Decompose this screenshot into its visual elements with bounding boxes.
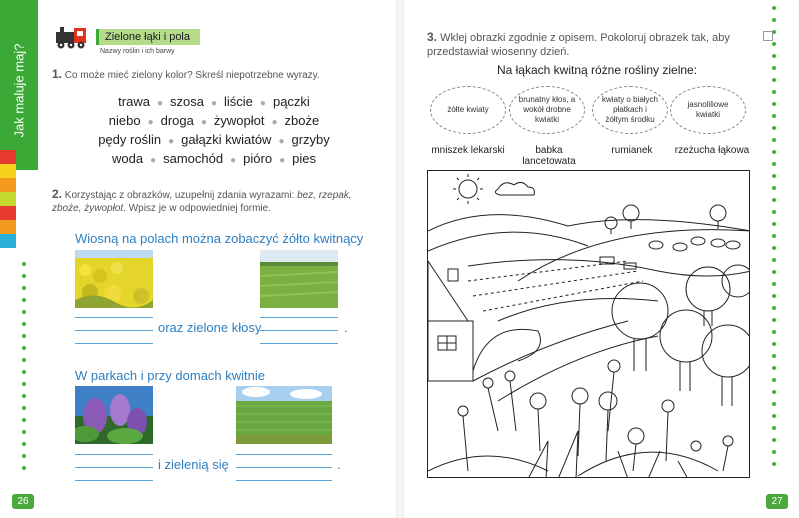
- selectable-word[interactable]: woda: [112, 151, 144, 166]
- dotted-border-left: [22, 262, 26, 478]
- tree-icons: [612, 265, 750, 406]
- answer-line-4a[interactable]: [236, 454, 332, 455]
- color-swatch-red: [0, 150, 16, 164]
- green-hedge-photo: [236, 386, 332, 444]
- answer-line-2c[interactable]: [260, 343, 338, 344]
- sentence1-end: .: [344, 320, 348, 335]
- sentence2-mid: i zielenią się: [158, 457, 229, 472]
- task2-number: 2.: [52, 187, 63, 201]
- word-separator-dot: ●: [147, 117, 154, 128]
- selectable-word[interactable]: gałązki kwiatów: [181, 132, 272, 147]
- color-swatch-yellow: [0, 164, 16, 178]
- word-row-3: [64, 132, 364, 147]
- plant-name-3: rumianek: [611, 145, 653, 156]
- answer-line-3a[interactable]: [75, 454, 153, 455]
- answer-line-3c[interactable]: [75, 480, 153, 481]
- chapter-title: [2, 20, 36, 160]
- cow-icons: [600, 257, 636, 269]
- sentence1-mid: oraz zielone kłosy: [158, 320, 262, 335]
- task3-instruction: [427, 30, 767, 59]
- word-row-2: [64, 113, 364, 128]
- description-bubble-1: [430, 86, 506, 134]
- chapter-title-text: Jak maluje maj?: [11, 43, 27, 137]
- word-separator-dot: ●: [271, 117, 278, 128]
- task2-text-b: . Wpisz je w odpowiedniej formie.: [123, 203, 271, 214]
- color-swatch-orange-2: [0, 220, 16, 234]
- train-icon: [52, 24, 92, 50]
- description-text-1: żółte kwiaty: [447, 105, 489, 114]
- answer-line-1b[interactable]: [75, 330, 153, 331]
- description-bubble-4: [670, 86, 746, 134]
- word-separator-dot: ●: [168, 136, 175, 147]
- task3-number: 3.: [427, 30, 438, 44]
- page-number-left: 26: [12, 494, 34, 509]
- selectable-word[interactable]: grzyby: [291, 132, 330, 147]
- color-swatch-red-2: [0, 206, 16, 220]
- task2-instruction: [52, 188, 382, 215]
- selectable-word[interactable]: szosa: [170, 94, 204, 109]
- task2-words: bez, rzepak, zboże, żywopłot: [52, 190, 352, 214]
- word-separator-dot: ●: [210, 98, 218, 109]
- book-gutter: [396, 0, 404, 518]
- word-row-1: [64, 94, 364, 109]
- plant-name-2: babka lancetowata: [522, 145, 576, 167]
- color-swatch-blue: [0, 234, 16, 248]
- chapter-sidebar: [0, 0, 38, 518]
- selectable-word[interactable]: liście: [224, 94, 253, 109]
- page-number-right: 27: [766, 494, 788, 509]
- task1-text: Co może mieć zielony kolor? Skreśl niepotrzebne wyrazy.: [64, 70, 320, 81]
- task1-number: 1.: [52, 67, 63, 81]
- lilac-flowers-photo: [75, 386, 153, 444]
- answer-line-4b[interactable]: [236, 467, 332, 468]
- selectable-word[interactable]: niebo: [108, 113, 141, 128]
- rapeseed-field-photo: [75, 250, 153, 308]
- plant-name-4: rzeżucha łąkowa: [674, 145, 750, 156]
- answer-line-1a[interactable]: [75, 317, 153, 318]
- selectable-word[interactable]: żywopłot: [213, 113, 265, 128]
- sentence2-end: .: [337, 457, 341, 472]
- word-separator-dot: ●: [230, 155, 237, 166]
- task2-text-a: Korzystając z obrazków, uzupełnij zdania wyrazami:: [64, 190, 298, 201]
- word-separator-dot: ●: [156, 98, 163, 109]
- sentence1-start: Wiosną na polach można zobaczyć żółto kwitnący: [75, 231, 364, 246]
- word-separator-dot: ●: [200, 117, 207, 128]
- sun-icon: [453, 174, 483, 204]
- description-bubble-3: [592, 86, 668, 134]
- selectable-word[interactable]: pędy roślin: [98, 132, 162, 147]
- sheep-icons: [649, 237, 740, 251]
- spring-meadow-coloring-drawing[interactable]: [427, 170, 750, 478]
- answer-line-1c[interactable]: [75, 343, 153, 344]
- selectable-word[interactable]: samochód: [163, 151, 224, 166]
- word-row-4: [64, 151, 364, 166]
- dotted-border-right: [772, 6, 776, 474]
- plant-name-1: mniszek lekarski: [431, 145, 505, 156]
- color-swatch-lime: [0, 192, 16, 206]
- selectable-word[interactable]: pies: [292, 151, 316, 166]
- topic-title: Zielone łąki i pola: [96, 29, 200, 45]
- selectable-word[interactable]: droga: [160, 113, 194, 128]
- topic-subtitle: Nazwy roślin i ich barwy: [100, 48, 175, 55]
- flower-icons: [458, 360, 733, 471]
- description-text-4: jasnoliliowe kwiatki: [687, 100, 729, 119]
- word-separator-dot: ●: [278, 136, 285, 147]
- selectable-word[interactable]: pączki: [272, 94, 310, 109]
- answer-line-4c[interactable]: [236, 480, 332, 481]
- task1-instruction: [52, 68, 382, 82]
- description-text-3: kwiaty o białych płatkach i żółtym środku: [601, 95, 659, 124]
- answer-line-3b[interactable]: [75, 467, 153, 468]
- answer-line-2a[interactable]: [260, 317, 338, 318]
- green-wheat-field-photo: [260, 250, 338, 308]
- house-icon: [428, 261, 473, 381]
- task3-text: Wklej obrazki zgodnie z opisem. Pokoloruj obrazek tak, aby przedstawiał wiosenny dzień.: [427, 32, 730, 58]
- word-separator-dot: ●: [150, 155, 157, 166]
- description-text-2: brunatny kłos, a wokół drobne kwiatki: [518, 95, 576, 124]
- task3-subtitle: Na łąkach kwitną różne rośliny zielne:: [496, 63, 698, 77]
- word-separator-dot: ●: [259, 98, 266, 109]
- selectable-word[interactable]: zboże: [284, 113, 320, 128]
- word-separator-dot: ●: [279, 155, 286, 166]
- selectable-word[interactable]: trawa: [118, 94, 150, 109]
- answer-line-2b[interactable]: [260, 330, 338, 331]
- description-bubble-2: [509, 86, 585, 134]
- selectable-word[interactable]: pióro: [243, 151, 273, 166]
- color-swatch-orange: [0, 178, 16, 192]
- task-checkbox[interactable]: [763, 31, 773, 41]
- sentence2-start: W parkach i przy domach kwitnie: [75, 368, 266, 383]
